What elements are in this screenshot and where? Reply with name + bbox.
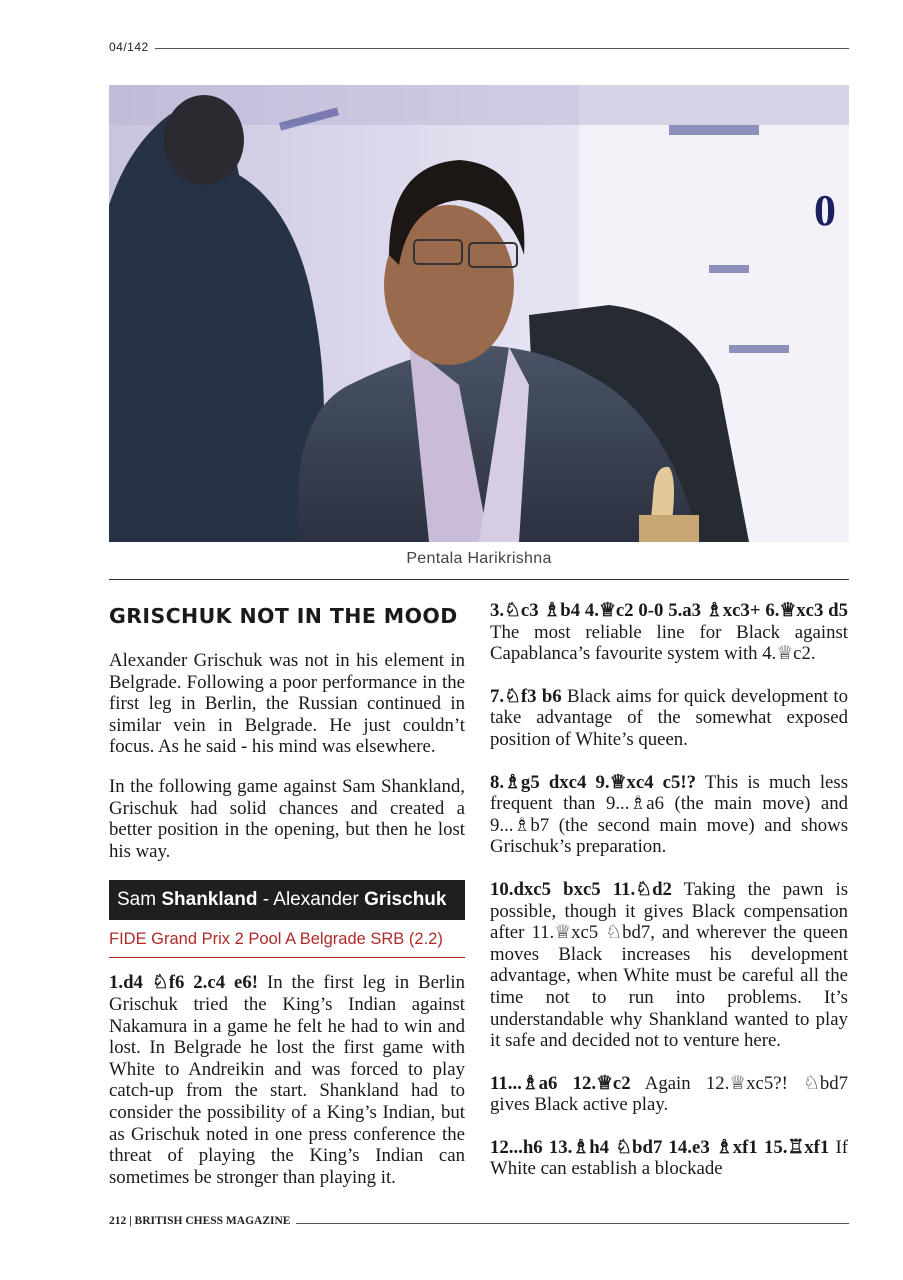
page-header — [109, 40, 849, 58]
black-player: Grischuk — [364, 889, 447, 911]
annotation-text: The most reliable line for Black against Capablanca’s favourite system with 4.♕c2. — [490, 621, 848, 665]
page-counter: 04/142 — [109, 40, 155, 54]
game-event: FIDE Grand Prix 2 Pool A Belgrade SRB (2.2) — [109, 920, 465, 958]
annotation-2 — [490, 686, 848, 751]
annotation-1 — [490, 600, 848, 665]
annotation-moves: 11...♗a6 12.♕c2 — [490, 1072, 631, 1094]
page-footer — [109, 1215, 849, 1231]
annotation-text: In the first leg in Berlin Grischuk tried the King’s Indian against Nakamura in a game he felt he had to win and lost. In Belgrade he lost the first game with White to Andreikin and was forced to play catch-up from the start. Shankland had to consider the possibility of a King’s Indian, but as Grischuk noted in one press conference the threat of playing the King’s Indian can sometimes be stronger than playing it. — [109, 972, 465, 1188]
white-first-name: Sam — [117, 889, 162, 911]
game-players-banner — [109, 880, 465, 920]
header-rule — [109, 48, 849, 49]
annotation-moves: 8.♗g5 dxc4 9.♕xc4 c5!? — [490, 771, 697, 793]
annotation-text: Black aims for quick development to take advantage of the somewhat exposed position of White’s queen. — [490, 685, 848, 750]
white-player: Shankland — [161, 889, 258, 911]
intro-paragraph-2: In the following game against Sam Shankland, Grischuk had solid chances and created a better position in the opening, but then he lost his way. — [109, 775, 465, 862]
footer-text: 212 | BRITISH CHESS MAGAZINE — [109, 1215, 296, 1227]
annotation-4 — [490, 879, 848, 1052]
annotation-left — [109, 972, 465, 1188]
right-column — [490, 600, 848, 1201]
annotation-moves: 12...h6 13.♗h4 ♘bd7 14.e3 ♗xf1 15.♖xf1 — [490, 1136, 830, 1158]
player-photo — [109, 85, 849, 542]
intro-paragraph-1: Alexander Grischuk was not in his element in Belgrade. Following a poor performance in the first leg in Berlin, the Russian continued in similar vein in Belgrade. He just couldn’t focus. As he said - his mind was elsewhere. — [109, 650, 465, 758]
annotation-text: Again 12.♕xc5?! ♘bd7 gives Black active play. — [490, 1072, 849, 1116]
left-column — [109, 600, 465, 1206]
annotation-text: Taking the pawn is possible, though it gives Black compensation after 11.♕xc5 ♘bd7, and wherever the queen moves Black increases his development advantage, when White must be careful all the time not to run into problems. It’s understandable why Shankland wanted to play it safe and decided not to venture here. — [490, 878, 849, 1052]
players-separator: - Alexander — [257, 889, 365, 911]
annotation-moves: 10.dxc5 bxc5 11.♘d2 — [490, 878, 672, 900]
annotation-moves: 3.♘c3 ♗b4 4.♕c2 0-0 5.a3 ♗xc3+ 6.♕xc3 d5 — [490, 600, 848, 621]
annotation-5 — [490, 1073, 848, 1116]
annotation-moves: 7.♘f3 b6 — [490, 685, 562, 707]
annotation-text: If White can establish a blockade — [490, 1136, 848, 1180]
caption-rule — [109, 579, 849, 580]
annotation-moves: 1.d4 ♘f6 2.c4 e6! — [109, 972, 259, 994]
annotation-3 — [490, 772, 848, 858]
annotation-6 — [490, 1137, 848, 1180]
article-headline: GRISCHUK NOT IN THE MOOD — [109, 604, 458, 628]
annotation-text: This is much less frequent than 9...♗a6 (the main move) and 9...♗b7 (the second main move) and shows Grischuk’s preparation. — [490, 771, 848, 858]
svg-text:0: 0 — [814, 186, 836, 235]
photo-caption: Pentala Harikrishna — [406, 550, 552, 567]
